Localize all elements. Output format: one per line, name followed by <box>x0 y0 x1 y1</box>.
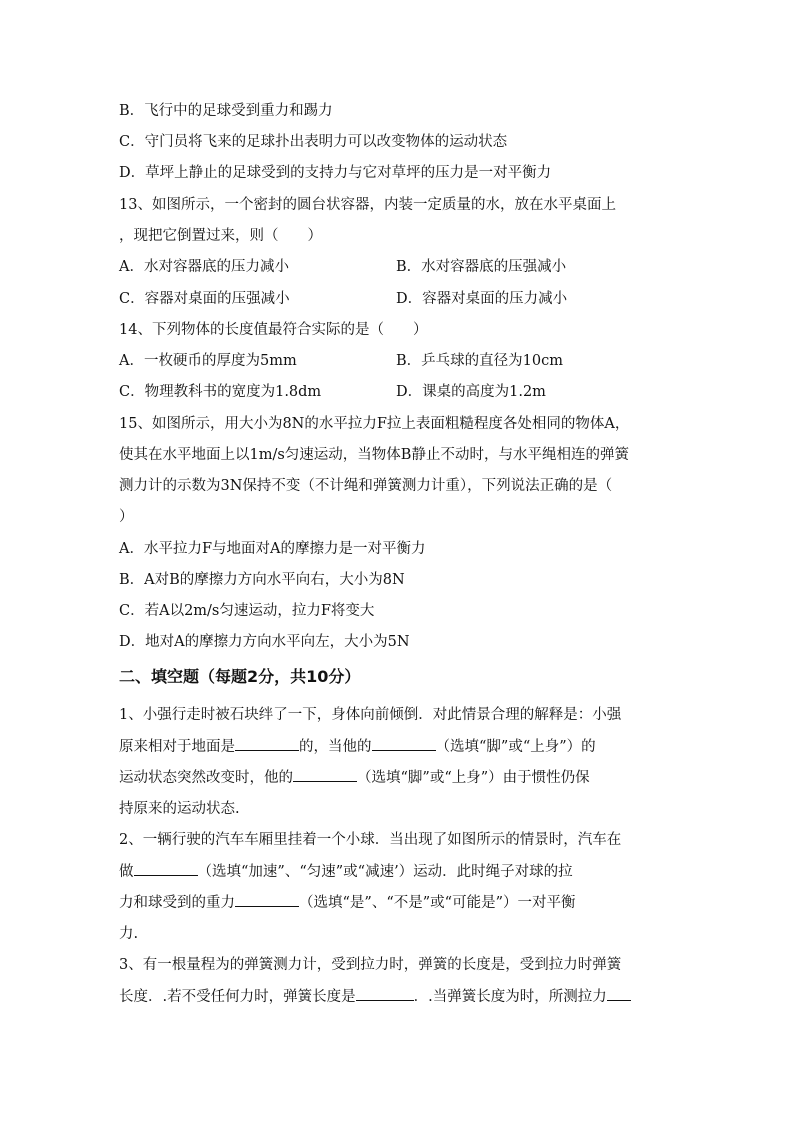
f2-line2 <box>119 861 573 882</box>
text: 原来相对于地面是 <box>119 739 235 755</box>
text: ．.当弹簧长度为时，所测拉力 <box>413 989 607 1005</box>
q13-stem-line2: ，现把它倒置过来，则（ ） <box>119 228 322 244</box>
q14-option-a: A．一枚硬币的厚度为5mm <box>119 353 297 369</box>
text: （选填“是”、“不是”或“可能是”）一对平衡 <box>299 895 576 911</box>
f1-line3 <box>119 767 590 788</box>
q13-option-a: A．水对容器底的压力减小 <box>119 259 289 275</box>
f3-line2 <box>119 986 631 1007</box>
answer-blank[interactable] <box>356 986 414 1001</box>
f3-line1: 3、有一根量程为的弹簧测力计，受到拉力时，弹簧的长度是，受到拉力时弹簧 <box>119 957 622 973</box>
f1-line2 <box>119 736 596 757</box>
section-heading-fill-in: 二、填空题（每题2分，共10分） <box>119 667 361 686</box>
q15-option-a: A．水平拉力F与地面对A的摩擦力是一对平衡力 <box>119 541 426 557</box>
text: （选填“脚”或“上身”）的 <box>435 739 596 755</box>
q13-option-d: D．容器对桌面的压力减小 <box>396 291 568 307</box>
q14-option-b: B．乒乓球的直径为10cm <box>396 353 563 369</box>
text: 长度．.若不受任何力时，弹簧长度是 <box>119 989 356 1005</box>
text: 的，当他的 <box>299 739 372 755</box>
q15-option-d: D．地对A的摩擦力方向水平向左，大小为5N <box>119 634 410 650</box>
q15-option-b: B．A对B的摩擦力方向水平向右，大小为8N <box>119 572 405 588</box>
f2-line3 <box>119 892 575 913</box>
text: 运动状态突然改变时，他的 <box>119 770 293 786</box>
q14-option-c: C．物理教科书的宽度为1.8dm <box>119 384 322 400</box>
q15-stem-line2: 使其在水平地面上以1m/s匀速运动，当物体B静止不动时，与水平绳相连的弹簧 <box>119 447 629 463</box>
answer-blank[interactable] <box>607 986 631 1001</box>
q13-option-c: C．容器对桌面的压强减小 <box>119 291 290 307</box>
q12-option-d: D．草坪上静止的足球受到的支持力与它对草坪的压力是一对平衡力 <box>119 165 552 181</box>
f2-line1: 2、一辆行驶的汽车车厢里挂着一个小球．当出现了如图所示的情景时，汽车在 <box>119 832 622 848</box>
f1-line1: 1、小强行走时被石块绊了一下，身体向前倾倒．对此情景合理的解释是：小强 <box>119 707 622 723</box>
f2-line4: 力. <box>119 926 139 942</box>
text: （选填“脚”或“上身”）由于惯性仍保 <box>357 770 590 786</box>
q14-stem: 14、下列物体的长度值最符合实际的是（ ） <box>119 322 428 338</box>
q14-option-d: D．课桌的高度为1.2m <box>396 384 546 400</box>
text: 做 <box>119 864 134 880</box>
f1-line4: 持原来的运动状态. <box>119 801 240 817</box>
answer-blank[interactable] <box>134 861 198 876</box>
answer-blank[interactable] <box>293 767 357 782</box>
answer-blank[interactable] <box>235 736 299 751</box>
q15-stem-line1: 15、如图所示，用大小为8N的水平拉力F拉上表面粗糙程度各处相同的物体A， <box>119 416 630 432</box>
answer-blank[interactable] <box>372 736 436 751</box>
q15-stem-line3: 测力计的示数为3N保持不变（不计绳和弹簧测力计重），下列说法正确的是（ <box>119 478 613 494</box>
answer-blank[interactable] <box>235 892 299 907</box>
text: 力和球受到的重力 <box>119 895 235 911</box>
text: （选填“加速”、“匀速”或“减速’）运动．此时绳子对球的拉 <box>197 864 573 880</box>
q13-stem-line1: 13、如图所示，一个密封的圆台状容器，内装一定质量的水，放在水平桌面上 <box>119 197 616 213</box>
q12-option-c: C．守门员将飞来的足球扑出表明力可以改变物体的运动状态 <box>119 134 508 150</box>
q13-option-b: B．水对容器底的压强减小 <box>396 259 567 275</box>
q15-stem-line4: ） <box>119 509 134 525</box>
q15-option-c: C．若A以2m/s匀速运动，拉力F将变大 <box>119 603 375 619</box>
q12-option-b: B．飞行中的足球受到重力和踢力 <box>119 103 333 119</box>
